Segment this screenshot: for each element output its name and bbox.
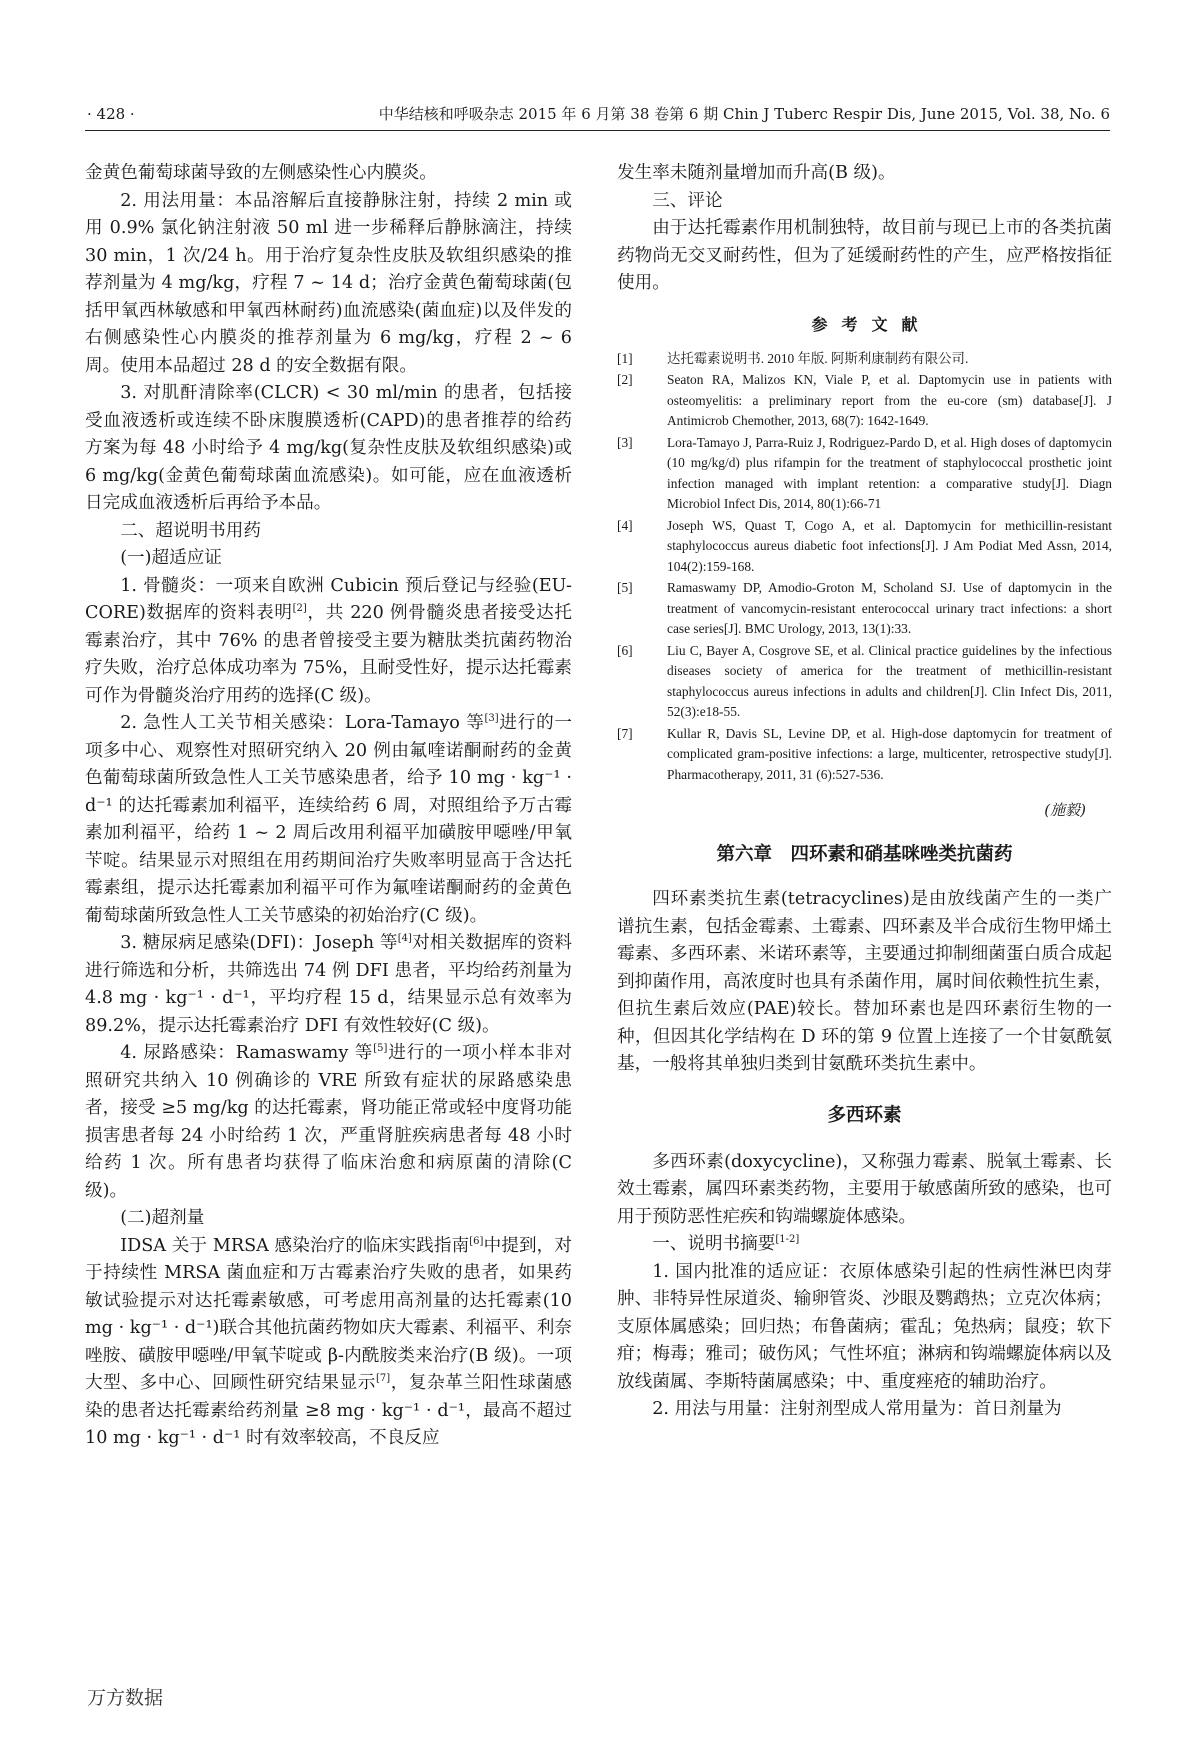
citation-ref: [3] [484,713,499,724]
citation-ref: [2] [292,603,307,614]
paragraph-text: 对相关数据库的资料进行筛选和分析，共筛选出 74 例 DFI 患者，平均给药剂量为 4.8 mg · kg⁻¹ · d⁻¹，平均疗程 15 d，结果显示总有效率为 89.2%，提示达托霉素治疗 DFI 有效性较好(C 级)。 [85,933,572,1036]
paragraph-text: ，复杂革兰阳性球菌感染的患者达托霉素给药剂量 ≥8 mg · kg⁻¹ · d⁻¹，最高不超过 10 mg · kg⁻¹ · d⁻¹ 时有效率较高，不良反应 [85,1373,572,1448]
left-column [85,160,572,1453]
paragraph [85,1233,572,1453]
reference-item [617,516,1112,578]
reference-item [617,433,1112,515]
right-column [617,160,1112,1424]
paragraph [85,1040,572,1205]
paragraph-text: IDSA 关于 MRSA 感染治疗的临床实践指南 [120,1235,470,1256]
watermark-footer: 万方数据 [87,1687,164,1709]
paragraph-text: ，共 220 例骨髓炎患者接受达托霉素治疗，其中 76% 的患者曾接受主要为糖肽类抗菌药物治疗失败，治疗总体成功率为 75%，且耐受性好，提示达托霉素可作为骨髓炎治疗用药的选择(C 级)。 [85,603,572,706]
journal-citation: 中华结核和呼吸杂志 2015 年 6 月第 38 卷第 6 期 Chin J Tuberc Respir Dis, June 2015, Vol. 38, No. 6 [378,105,1110,123]
reference-text: 达托霉素说明书. 2010 年版. 阿斯利康制药有限公司. [667,350,969,366]
reference-list [617,349,1112,786]
page-number: · 428 · [87,105,135,123]
reference-number: [2] [617,372,633,387]
paragraph: 金黄色葡萄球菌导致的左侧感染性心内膜炎。 [85,163,437,183]
reference-text: Kullar R, Davis SL, Levine DP, et al. High-dose daptomycin for treatment of complicated gram-positive infections: a large, multicenter, retrospective study[J]. Pharmacotherapy, 2011, 31 (6):527-536. [667,725,1112,782]
drug-section-title: 多西环素 [827,1104,902,1126]
reference-number: [3] [617,434,633,450]
reference-text: Liu C, Bayer A, Cosgrove SE, et al. Clinical practice guidelines by the infectious diseases society of america for the treatment of methicillin-resistant staphylococcus aureus infections in adults and children[J]. Clin Infect Dis, 2011, 52(3):e18-55. [667,642,1112,719]
reference-item [617,349,1112,370]
paragraph-text: 1. 骨髓炎：一项来自欧洲 Cubicin 预后登记与经验(EU-CORE)数据库的资料表明 [85,575,572,623]
paragraph [85,930,572,1040]
paragraph-text: 中提到，对于持续性 MRSA 菌血症和万古霉素治疗失败的患者，如果药敏试验提示对达托霉素敏感，可考虑用高剂量的达托霉素(10 mg · kg⁻¹ · d⁻¹)联合其他抗菌药物如庆大霉素、利福平、利奈唑胺、磺胺甲噁唑/甲氧苄啶或 β-内酰胺类来治疗(B 级)。一项大型、多中心、回顾性研究结果显示 [85,1235,572,1393]
citation-ref: [7] [375,1373,391,1384]
reference-text: Lora-Tamayo J, Parra-Ruiz J, Rodriguez-Pardo D, et al. High doses of daptomycin (10 mg/kg/d) plus rifampin for the treatment of staphylococcal prosthetic joint infection managed with implant retention: a comparative study[J]. Diagn Microbiol Infect Dis, 2014, 80(1):66-71 [667,434,1112,511]
heading-text: 一、说明书摘要 [652,1234,776,1254]
paragraph-text: 进行的一项小样本非对照研究共纳入 10 例确诊的 VRE 所致有症状的尿路感染患者，接受 ≥5 mg/kg 的达托霉素，肾功能正常或轻中度肾功能损害患者每 24 小时给药 1 次，严重肾脏疾病患者每 48 小时给药 1 次。所有患者均获得了临床治愈和病原菌的清除(C 级)。 [85,1043,572,1201]
references-heading: 参考文献 [811,314,932,334]
section-heading: 三、评论 [652,190,723,211]
paragraph: 多西环素(doxycycline)，又称强力霉素、脱氧土霉素、长效土霉素，属四环素类药物，主要用于敏感菌所致的感染，也可用于预防恶性疟疾和钩端螺旋体感染。 [617,1151,1112,1227]
section-author: (施毅) [1044,801,1086,819]
paragraph: 发生率未随剂量增加而升高(B 级)。 [617,163,896,183]
citation-ref: [6] [469,1235,484,1247]
paragraph: 2. 用法用量：本品溶解后直接静脉注射，持续 2 min 或用 0.9% 氯化钠注射液 50 ml 进一步稀释后静脉滴注，持续 30 min，1 次/24 h。用于治疗复杂性皮肤及软组织感染的推荐剂量为 4 mg/kg，疗程 7 ~ 14 d；治疗金黄色葡萄球菌(包括甲氧西林敏感和甲氧西林耐药)血流感染(菌血症)以及伴发的右侧感染性心内膜炎的推荐剂量为 6 mg/kg，疗程 2 ~ 6 周。使用本品超过 28 d 的安全数据有限。 [85,190,572,376]
reference-item [617,724,1112,786]
citation-ref: [1-2] [775,1234,800,1245]
chapter-title: 第六章 四环素和硝基咪唑类抗菌药 [716,844,1013,865]
paragraph [85,710,572,930]
citation-ref: [4] [397,933,412,944]
reference-number: [6] [617,642,633,658]
section-heading: 二、超说明书用药 [120,520,261,541]
subsection-heading: (一)超适应证 [120,548,222,568]
reference-item [617,370,1112,432]
paragraph [85,573,572,711]
reference-number: [7] [617,725,633,741]
reference-number: [1] [617,350,633,366]
reference-item [617,641,1112,723]
reference-text: Ramaswamy DP, Amodio-Groton M, Scholand SJ. Use of daptomycin in the treatment of vancomycin-resistant enterococcal urinary tract infections: a short case series[J]. BMC Urology, 2013, 13(1):33. [667,580,1112,636]
reference-text: Joseph WS, Quast T, Cogo A, et al. Daptomycin for methicillin-resistant staphylococcus aureus diabetic foot infections[J]. J Am Podiat Med Assn, 2014, 104(2):159-168. [667,517,1112,574]
citation-ref: [5] [373,1043,388,1054]
paragraph-text: 进行的一项多中心、观察性对照研究纳入 20 例由氟喹诺酮耐药的金黄色葡萄球菌所致急性人工关节感染患者，给予 10 mg · kg⁻¹ · d⁻¹ 的达托霉素加利福平，连续给药 6 周，对照组给予万古霉素加利福平，给药 1 ~ 2 周后改用利福平加磺胺甲噁唑/甲氧苄啶。结果显示对照组在用药期间治疗失败率明显高于含达托霉素组，提示达托霉素加利福平可作为氟喹诺酮耐药的金黄色葡萄球菌所致急性人工关节感染的初始治疗(C 级)。 [85,713,572,926]
reference-text: Seaton RA, Malizos KN, Viale P, et al. Daptomycin use in patients with osteomyelitis: a preliminary report from the eu-core (sm) database[J]. J Antimicrob Chemother, 2013, 68(7): 1642-1649. [667,372,1112,428]
subsection-heading: (二)超剂量 [120,1208,205,1228]
paragraph-text: 4. 尿路感染：Ramaswamy 等 [120,1043,374,1063]
reference-number: [4] [617,517,633,533]
paragraph: 1. 国内批准的适应证：衣原体感染引起的性病性淋巴肉芽肿、非特异性尿道炎、输卵管炎、沙眼及鹦鹉热；立克次体病；支原体属感染；回归热；布鲁菌病；霍乱；兔热病；鼠疫；软下疳；梅毒；雅司；破伤风；气性坏疽；淋病和钩端螺旋体病以及放线菌属、李斯特菌属感染；中、重度痤疮的辅助治疗。 [617,1261,1112,1392]
paragraph: 3. 对肌酐清除率(CLCR) < 30 ml/min 的患者，包括接受血液透析或连续不卧床腹膜透析(CAPD)的患者推荐的给药方案为每 48 小时给予 4 mg/kg(复杂性皮肤及软组织感染)或 6 mg/kg(金黄色葡萄球菌血流感染)。如可能，应在血液透析日完成血液透析后再给予本品。 [85,383,572,513]
reference-number: [5] [617,580,633,595]
running-header [85,100,1110,131]
paragraph: 由于达托霉素作用机制独特，故目前与现已上市的各类抗菌药物尚无交叉耐药性，但为了延缓耐药性的产生，应严格按指征使用。 [617,218,1112,293]
paragraph-text: 3. 糖尿病足感染(DFI)：Joseph 等 [120,933,398,953]
paragraph: 2. 用法与用量：注射剂型成人常用量为：首日剂量为 [652,1399,1062,1419]
paragraph-text: 2. 急性人工关节相关感染：Lora-Tamayo 等 [120,713,485,733]
paragraph: 四环素类抗生素(tetracyclines)是由放线菌产生的一类广谱抗生素，包括金霉素、土霉素、四环素及半合成衍生物甲烯土霉素、多西环素、米诺环素等，主要通过抑制细菌蛋白质合成起到抑菌作用，高浓度时也具有杀菌作用，属时间依赖性抗生素，但抗生素后效应(PAE)较长。替加环素也是四环素衍生物的一种，但因其化学结构在 D 环的第 9 位置上连接了一个甘氨酰氨基，一般将其单独归类到甘氨酰环类抗生素中。 [617,889,1112,1074]
section-heading [617,1231,1112,1259]
reference-item [617,578,1112,640]
